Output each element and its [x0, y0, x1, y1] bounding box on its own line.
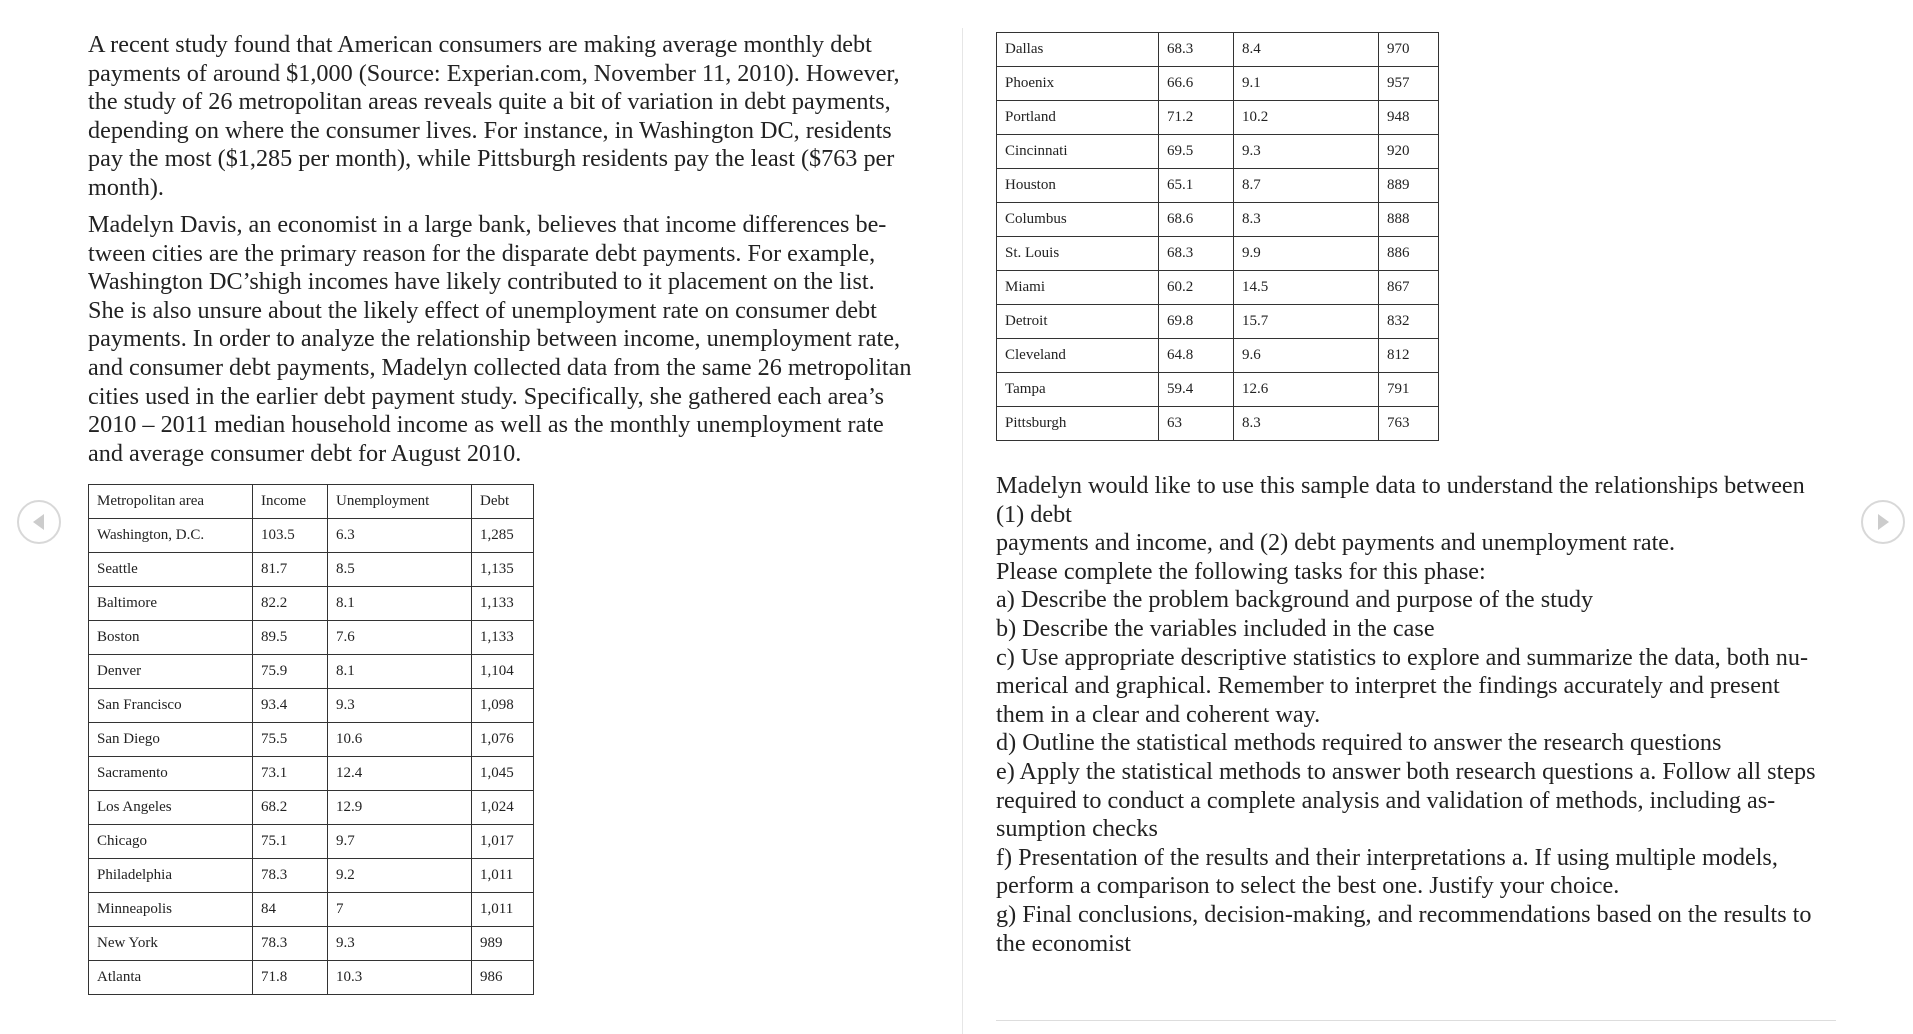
- table-row: [997, 135, 1439, 169]
- cell-debt: 1,076: [472, 723, 534, 757]
- table-row: [89, 723, 534, 757]
- table-row: [997, 271, 1439, 305]
- cell-unemployment: 8.5: [328, 553, 472, 587]
- previous-page-button[interactable]: [17, 500, 61, 544]
- cell-metropolitan-area: Portland: [997, 101, 1159, 135]
- task-list: [996, 586, 1836, 958]
- tasks-intro-line-3: Please complete the following tasks for this phase:: [996, 557, 1486, 585]
- cell-debt: 1,098: [472, 689, 534, 723]
- cell-debt: 763: [1379, 407, 1439, 441]
- cell-metropolitan-area: Baltimore: [89, 587, 253, 621]
- tasks-section: [996, 472, 1836, 958]
- next-page-button[interactable]: [1861, 500, 1905, 544]
- table-row: [997, 407, 1439, 441]
- cell-metropolitan-area: Seattle: [89, 553, 253, 587]
- header-income: Income: [253, 485, 328, 519]
- cell-metropolitan-area: Minneapolis: [89, 893, 253, 927]
- table-row: [89, 621, 534, 655]
- table-row: [997, 373, 1439, 407]
- cell-metropolitan-area: Detroit: [997, 305, 1159, 339]
- cell-income: 75.5: [253, 723, 328, 757]
- cell-income: 59.4: [1159, 373, 1234, 407]
- cell-income: 82.2: [253, 587, 328, 621]
- cell-metropolitan-area: Washington, D.C.: [89, 519, 253, 553]
- cell-metropolitan-area: Atlanta: [89, 961, 253, 995]
- cell-unemployment: 9.3: [328, 927, 472, 961]
- data-table-part-2: [996, 32, 1439, 441]
- cell-income: 66.6: [1159, 67, 1234, 101]
- table-row: [89, 689, 534, 723]
- table-row: [997, 67, 1439, 101]
- task-item: a) Describe the problem background and purpose of the study: [996, 586, 1594, 614]
- cell-metropolitan-area: Pittsburgh: [997, 407, 1159, 441]
- cell-income: 65.1: [1159, 169, 1234, 203]
- table-row: [997, 33, 1439, 67]
- cell-metropolitan-area: Cincinnati: [997, 135, 1159, 169]
- cell-income: 69.5: [1159, 135, 1234, 169]
- task-item: d) Outline the statistical methods required to answer the research questions: [996, 729, 1722, 757]
- table-row: [89, 553, 534, 587]
- cell-debt: 1,011: [472, 893, 534, 927]
- cell-metropolitan-area: Denver: [89, 655, 253, 689]
- cell-income: 64.8: [1159, 339, 1234, 373]
- cell-metropolitan-area: Cleveland: [997, 339, 1159, 373]
- economist-paragraph: Madelyn Davis, an economist in a large bank, believes that income differences be- tween cities are the primary reason for the disparate debt payments. For example, Washington DC’shigh incomes have likely contributed to it placement on the list. She is also unsure about the likely effect of unemployment rate on consumer debt payments. In order to analyze the relationship between income, unemployment rate, and consumer debt payments, Madelyn collected data from the same 26 metropolitan cities used in the earlier debt payment study. Specifically, she gathered each area’s 2010 – 2011 median household income as well as the monthly unemployment rate and average consumer debt for August 2010.: [88, 211, 912, 467]
- cell-unemployment: 7: [328, 893, 472, 927]
- cell-debt: 791: [1379, 373, 1439, 407]
- cell-debt: 920: [1379, 135, 1439, 169]
- table-row: [89, 587, 534, 621]
- cell-income: 68.6: [1159, 203, 1234, 237]
- cell-metropolitan-area: Los Angeles: [89, 791, 253, 825]
- page-divider: [962, 28, 963, 1034]
- task-item: g) Final conclusions, decision-making, and recommendations based on the results to the economist: [996, 900, 1812, 957]
- cell-income: 71.8: [253, 961, 328, 995]
- cell-unemployment: 8.1: [328, 655, 472, 689]
- cell-unemployment: 8.3: [1234, 407, 1379, 441]
- cell-debt: 948: [1379, 101, 1439, 135]
- cell-debt: 812: [1379, 339, 1439, 373]
- table-row: [997, 237, 1439, 271]
- cell-debt: 1,133: [472, 587, 534, 621]
- cell-income: 63: [1159, 407, 1234, 441]
- cell-income: 75.1: [253, 825, 328, 859]
- table-row: [89, 791, 534, 825]
- cell-unemployment: 9.9: [1234, 237, 1379, 271]
- cell-debt: 1,024: [472, 791, 534, 825]
- cell-metropolitan-area: Houston: [997, 169, 1159, 203]
- cell-debt: 1,104: [472, 655, 534, 689]
- cell-income: 103.5: [253, 519, 328, 553]
- table-row: [89, 519, 534, 553]
- cell-debt: 832: [1379, 305, 1439, 339]
- table-row: [997, 203, 1439, 237]
- header-debt: Debt: [472, 485, 534, 519]
- intro-paragraph: A recent study found that American consumers are making average monthly debt payments of around $1,000 (Source: Experian.com, November 11, 2010). However, the study of 26 metropolitan areas reveals quite a bit of variation in debt payments, depending on where the consumer lives. For instance, in Washington DC, residents pay the most ($1,285 per month), while Pittsburgh residents pay the least ($763 per month).: [88, 31, 900, 201]
- chevron-right-icon: [1876, 513, 1890, 531]
- cell-unemployment: 10.2: [1234, 101, 1379, 135]
- bottom-rule: [996, 1020, 1836, 1021]
- cell-metropolitan-area: St. Louis: [997, 237, 1159, 271]
- cell-income: 68.3: [1159, 237, 1234, 271]
- cell-income: 81.7: [253, 553, 328, 587]
- table-row: [89, 961, 534, 995]
- cell-income: 71.2: [1159, 101, 1234, 135]
- cell-unemployment: 9.7: [328, 825, 472, 859]
- table-row: [89, 655, 534, 689]
- data-table-part-1: [88, 484, 534, 995]
- table-row: [997, 169, 1439, 203]
- tasks-intro-line-2: payments and income, and (2) debt payments and unemployment rate.: [996, 529, 1676, 557]
- cell-metropolitan-area: Dallas: [997, 33, 1159, 67]
- cell-debt: 867: [1379, 271, 1439, 305]
- cell-metropolitan-area: Sacramento: [89, 757, 253, 791]
- cell-income: 89.5: [253, 621, 328, 655]
- cell-income: 68.3: [1159, 33, 1234, 67]
- table-row: [89, 927, 534, 961]
- cell-income: 78.3: [253, 927, 328, 961]
- task-item: f) Presentation of the results and their interpretations a. If using multiple models, perform a comparison to select the best one. Justify your choice.: [996, 843, 1778, 900]
- table-row: [89, 825, 534, 859]
- cell-metropolitan-area: Miami: [997, 271, 1159, 305]
- cell-unemployment: 9.3: [1234, 135, 1379, 169]
- cell-unemployment: 12.9: [328, 791, 472, 825]
- cell-unemployment: 12.4: [328, 757, 472, 791]
- cell-income: 93.4: [253, 689, 328, 723]
- table-row: [997, 101, 1439, 135]
- cell-metropolitan-area: Phoenix: [997, 67, 1159, 101]
- cell-unemployment: 14.5: [1234, 271, 1379, 305]
- cell-debt: 970: [1379, 33, 1439, 67]
- cell-unemployment: 15.7: [1234, 305, 1379, 339]
- cell-income: 78.3: [253, 859, 328, 893]
- cell-debt: 1,135: [472, 553, 534, 587]
- cell-debt: 888: [1379, 203, 1439, 237]
- cell-metropolitan-area: San Francisco: [89, 689, 253, 723]
- cell-unemployment: 9.3: [328, 689, 472, 723]
- cell-unemployment: 9.1: [1234, 67, 1379, 101]
- cell-unemployment: 12.6: [1234, 373, 1379, 407]
- table-row: [997, 339, 1439, 373]
- cell-unemployment: 7.6: [328, 621, 472, 655]
- task-item: c) Use appropriate descriptive statistics to explore and summarize the data, both nu- merical and graphical. Remember to interpret the findings accurately and present them in a clear and coherent way.: [996, 643, 1809, 728]
- cell-unemployment: 10.6: [328, 723, 472, 757]
- task-item: e) Apply the statistical methods to answer both research questions a. Follow all steps required to conduct a complete analysis and validation of methods, including as- sumption checks: [996, 757, 1816, 843]
- cell-income: 75.9: [253, 655, 328, 689]
- cell-unemployment: 10.3: [328, 961, 472, 995]
- header-metropolitan-area: Metropolitan area: [89, 485, 253, 519]
- chevron-left-icon: [32, 513, 46, 531]
- cell-debt: 986: [472, 961, 534, 995]
- cell-debt: 1,133: [472, 621, 534, 655]
- table-header-row: [89, 485, 534, 519]
- task-item: b) Describe the variables included in the case: [996, 614, 1435, 642]
- cell-income: 68.2: [253, 791, 328, 825]
- cell-income: 73.1: [253, 757, 328, 791]
- cell-metropolitan-area: Boston: [89, 621, 253, 655]
- cell-unemployment: 8.7: [1234, 169, 1379, 203]
- header-unemployment: Unemployment: [328, 485, 472, 519]
- cell-debt: 1,285: [472, 519, 534, 553]
- cell-debt: 957: [1379, 67, 1439, 101]
- cell-unemployment: 8.1: [328, 587, 472, 621]
- cell-income: 69.8: [1159, 305, 1234, 339]
- cell-income: 84: [253, 893, 328, 927]
- cell-debt: 989: [472, 927, 534, 961]
- cell-debt: 1,045: [472, 757, 534, 791]
- table-row: [997, 305, 1439, 339]
- cell-metropolitan-area: San Diego: [89, 723, 253, 757]
- cell-unemployment: 8.3: [1234, 203, 1379, 237]
- cell-debt: 1,017: [472, 825, 534, 859]
- cell-metropolitan-area: Philadelphia: [89, 859, 253, 893]
- cell-unemployment: 8.4: [1234, 33, 1379, 67]
- cell-debt: 886: [1379, 237, 1439, 271]
- tasks-intro-line-1: Madelyn would like to use this sample data to understand the relationships between (1) debt: [996, 472, 1805, 528]
- cell-income: 60.2: [1159, 271, 1234, 305]
- cell-metropolitan-area: New York: [89, 927, 253, 961]
- cell-metropolitan-area: Columbus: [997, 203, 1159, 237]
- cell-unemployment: 9.6: [1234, 339, 1379, 373]
- table-row: [89, 757, 534, 791]
- table-row: [89, 859, 534, 893]
- cell-unemployment: 6.3: [328, 519, 472, 553]
- cell-debt: 889: [1379, 169, 1439, 203]
- cell-debt: 1,011: [472, 859, 534, 893]
- cell-metropolitan-area: Chicago: [89, 825, 253, 859]
- table-row: [89, 893, 534, 927]
- cell-unemployment: 9.2: [328, 859, 472, 893]
- cell-metropolitan-area: Tampa: [997, 373, 1159, 407]
